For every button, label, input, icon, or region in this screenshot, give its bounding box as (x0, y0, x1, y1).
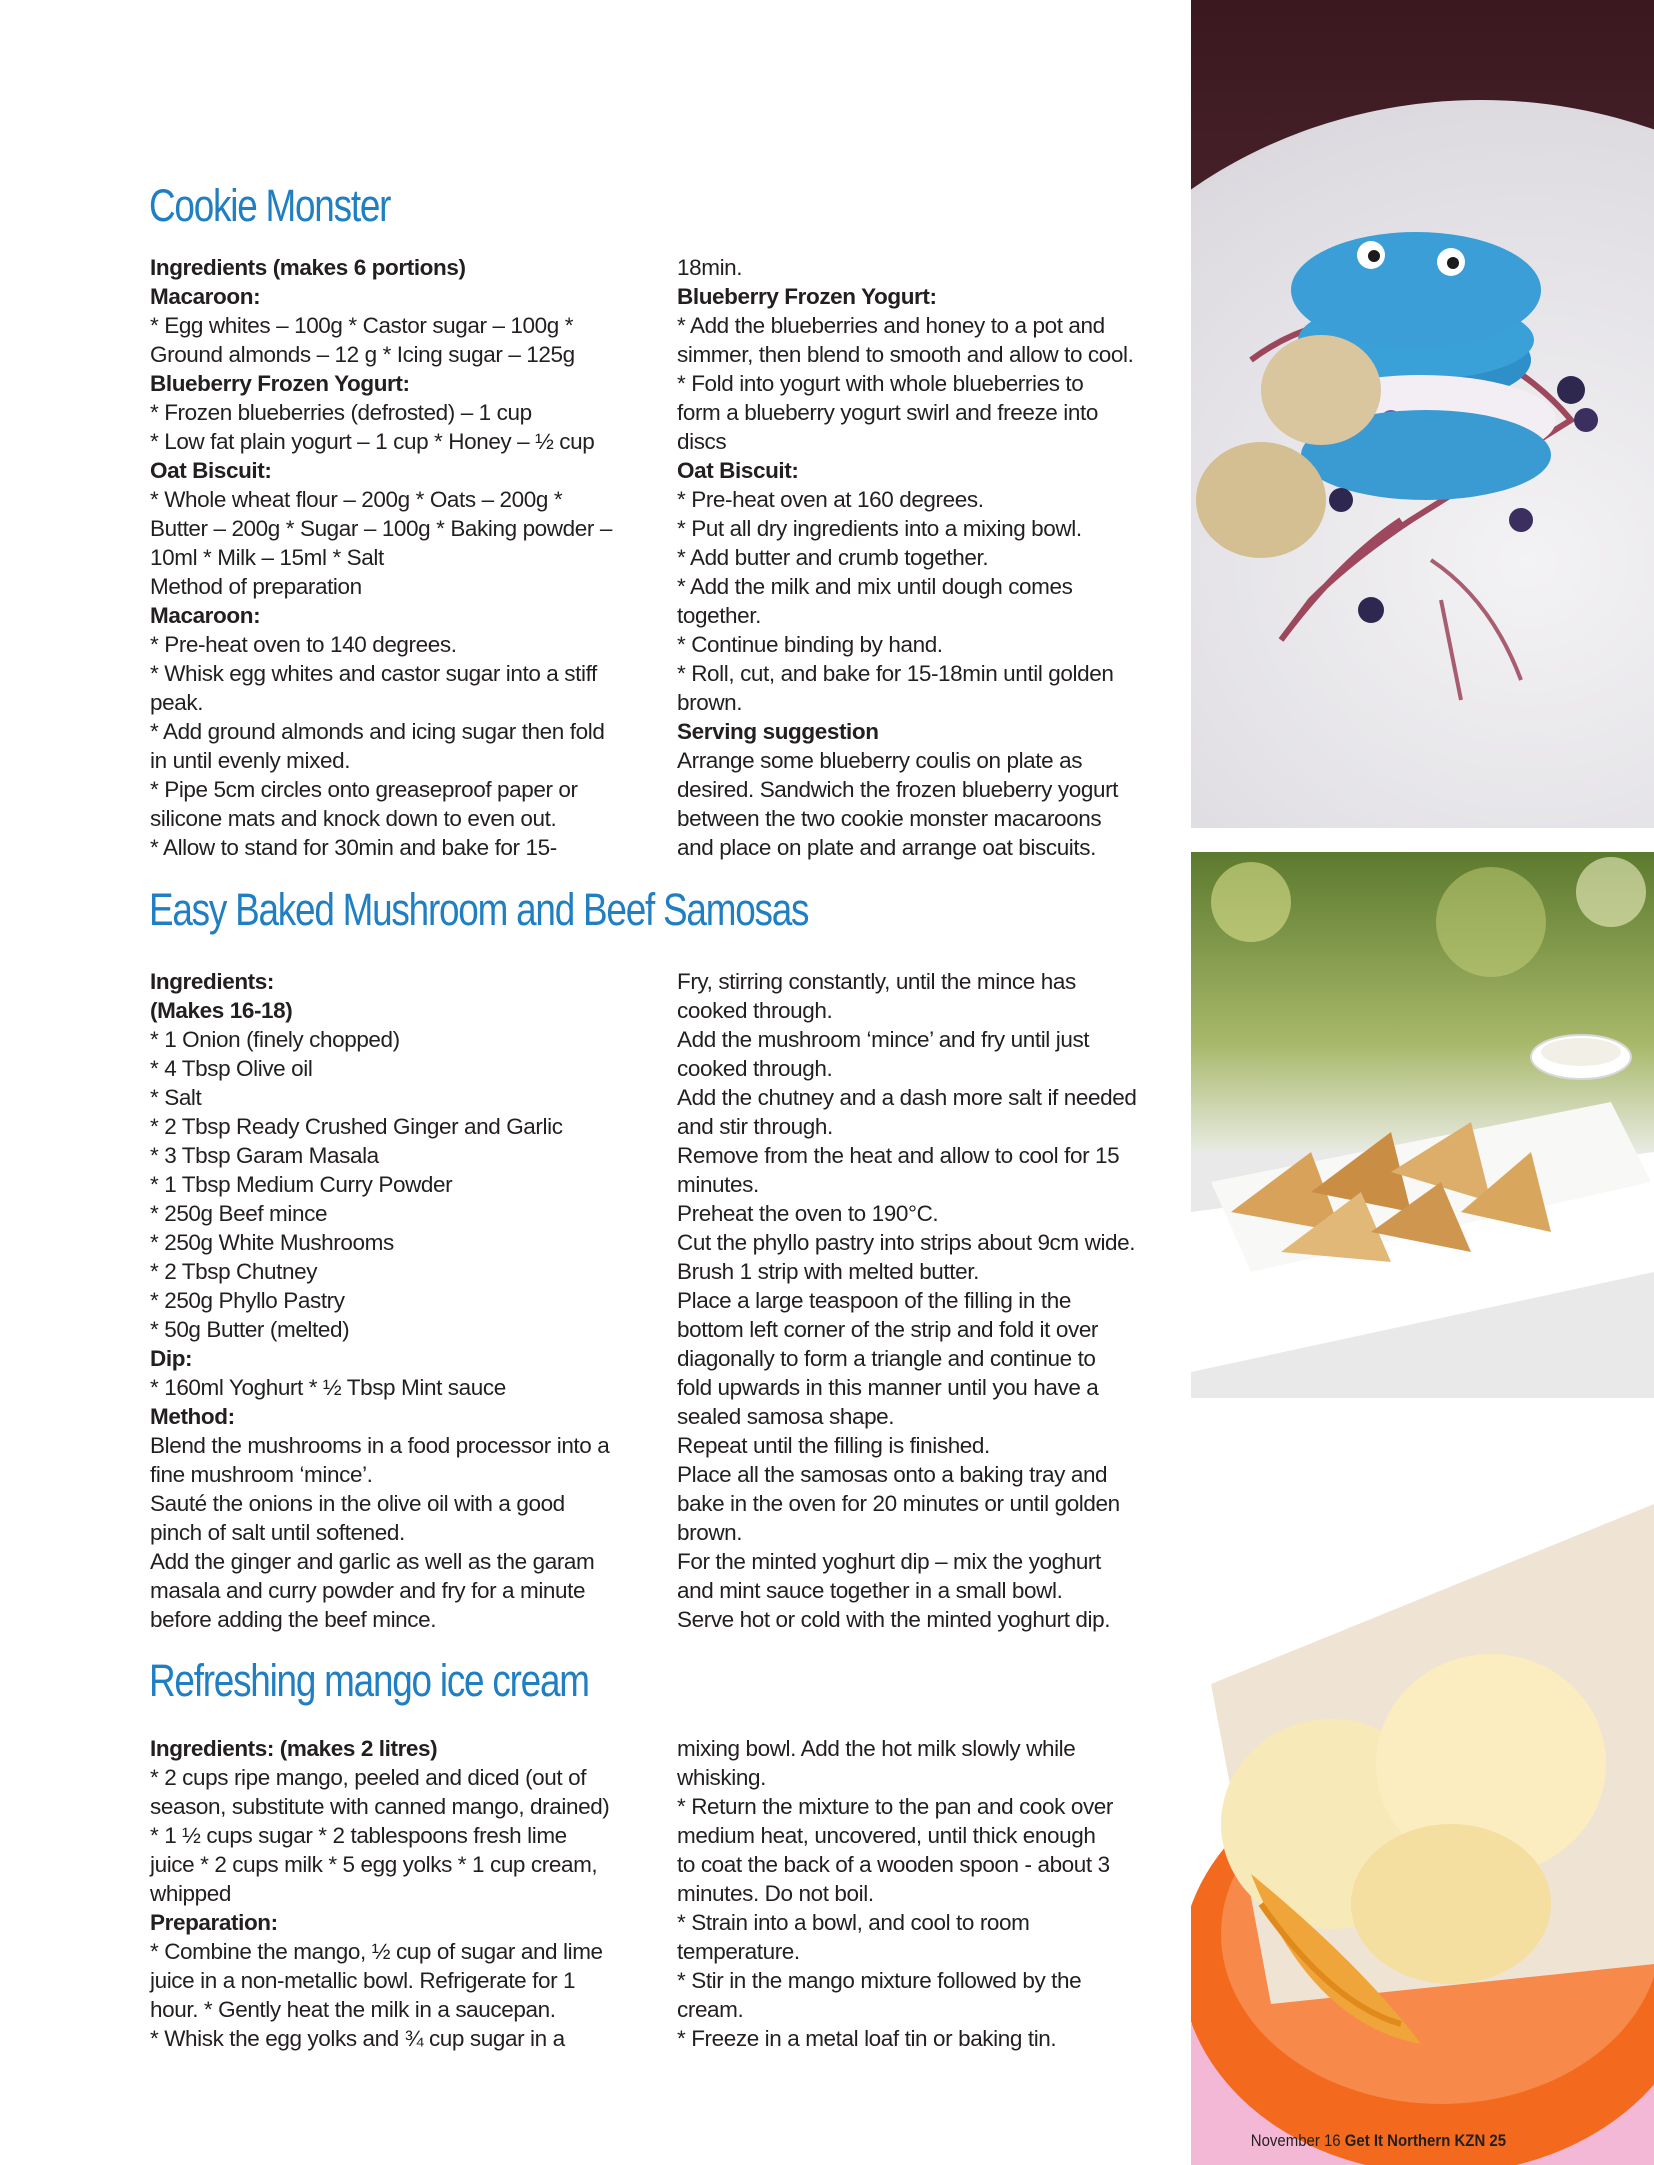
recipe-line: * Allow to stand for 30min and bake for 15- (150, 835, 557, 860)
recipe-line: Place a large teaspoon of the filling in the (677, 1288, 1071, 1313)
recipe-line: * Add butter and crumb together. (677, 545, 989, 570)
recipe-subheading: Macaroon: (150, 284, 261, 309)
recipe-subheading: Blueberry Frozen Yogurt: (677, 284, 937, 309)
mango-right-column (677, 1734, 1187, 2053)
recipe-line: * Egg whites – 100g * Castor sugar – 100g * (150, 313, 574, 338)
recipe-line: * Freeze in a metal loaf tin or baking tin. (677, 2026, 1057, 2051)
recipe-line: pinch of salt until softened. (150, 1520, 405, 1545)
recipe-line: * Salt (150, 1085, 202, 1110)
footer-publication: Get It Northern KZN (1344, 2131, 1486, 2150)
recipe-line: * Whole wheat flour – 200g * Oats – 200g * (150, 487, 563, 512)
recipe-title-cookie-monster: Cookie Monster (149, 180, 391, 231)
recipe-line: Preheat the oven to 190°C. (677, 1201, 939, 1226)
recipe-line: sealed samosa shape. (677, 1404, 895, 1429)
recipe-line: * 2 Tbsp Chutney (150, 1259, 318, 1284)
recipe-subheading: Oat Biscuit: (677, 458, 799, 483)
recipe-line: Remove from the heat and allow to cool for 15 (677, 1143, 1120, 1168)
recipe-line: juice * 2 cups milk * 5 egg yolks * 1 cup cream, (150, 1852, 598, 1877)
recipe-line: * Combine the mango, ½ cup of sugar and lime (150, 1939, 603, 1964)
recipe-line: 18min. (677, 255, 743, 280)
recipe-line: and place on plate and arrange oat biscuits. (677, 835, 1096, 860)
recipe-line: * 3 Tbsp Garam Masala (150, 1143, 379, 1168)
recipe-line: * Frozen blueberries (defrosted) – 1 cup (150, 400, 532, 425)
recipe-line: * Fold into yogurt with whole blueberries to (677, 371, 1084, 396)
recipe-line: * Continue binding by hand. (677, 632, 943, 657)
recipe-line: and stir through. (677, 1114, 833, 1139)
recipe-line: Place all the samosas onto a baking tray and (677, 1462, 1108, 1487)
recipe-line: silicone mats and knock down to even out. (150, 806, 557, 831)
recipe-subheading: Preparation: (150, 1910, 278, 1935)
recipe-line: Add the mushroom ‘mince’ and fry until just (677, 1027, 1090, 1052)
recipe-line: * 1 Onion (finely chopped) (150, 1027, 400, 1052)
recipe-line: hour. * Gently heat the milk in a saucepan. (150, 1997, 556, 2022)
recipe-line: form a blueberry yogurt swirl and freeze into (677, 400, 1098, 425)
recipe-line: Fry, stirring constantly, until the mince has (677, 969, 1076, 994)
recipe-line: before adding the beef mince. (150, 1607, 437, 1632)
recipe-line: mixing bowl. Add the hot milk slowly while (677, 1736, 1076, 1761)
recipe-line: bottom left corner of the strip and fold it over (677, 1317, 1099, 1342)
recipe-subheading: Macaroon: (150, 603, 261, 628)
mango-ice-cream-photo (1191, 1404, 1654, 2165)
recipe-subheading: Ingredients: (makes 2 litres) (150, 1736, 438, 1761)
recipe-line: * 250g White Mushrooms (150, 1230, 394, 1255)
recipe-line: * Roll, cut, and bake for 15-18min until golden (677, 661, 1114, 686)
recipe-line: minutes. Do not boil. (677, 1881, 874, 1906)
recipe-subheading: Method: (150, 1404, 235, 1429)
recipe-line: in until evenly mixed. (150, 748, 351, 773)
recipe-subheading: (Makes 16-18) (150, 998, 293, 1023)
recipe-title-mango-ice-cream: Refreshing mango ice cream (149, 1655, 589, 1706)
cookie-monster-left-column (150, 253, 660, 862)
recipe-line: * 250g Beef mince (150, 1201, 328, 1226)
recipe-line: between the two cookie monster macaroons (677, 806, 1102, 831)
recipe-line: Ground almonds – 12 g * Icing sugar – 125g (150, 342, 575, 367)
recipe-line: * Whisk egg whites and castor sugar into a stiff (150, 661, 597, 686)
recipe-line: peak. (150, 690, 204, 715)
recipe-line: For the minted yoghurt dip – mix the yoghurt (677, 1549, 1101, 1574)
recipe-line: Cut the phyllo pastry into strips about 9cm wide. (677, 1230, 1136, 1255)
recipe-line: Blend the mushrooms in a food processor into a (150, 1433, 610, 1458)
recipe-line: fold upwards in this manner until you have a (677, 1375, 1099, 1400)
recipe-line: fine mushroom ‘mince’. (150, 1462, 373, 1487)
recipe-line: together. (677, 603, 761, 628)
samosas-photo (1191, 852, 1654, 1398)
samosas-left-column (150, 967, 660, 1634)
recipe-line: cooked through. (677, 998, 833, 1023)
mango-left-column (150, 1734, 660, 2053)
recipe-subheading: Blueberry Frozen Yogurt: (150, 371, 410, 396)
recipe-line: Method of preparation (150, 574, 362, 599)
recipe-line: * 4 Tbsp Olive oil (150, 1056, 313, 1081)
recipe-line: Sauté the onions in the olive oil with a good (150, 1491, 565, 1516)
recipe-line: 10ml * Milk – 15ml * Salt (150, 545, 384, 570)
recipe-line: * Add the blueberries and honey to a pot and (677, 313, 1105, 338)
recipe-line: Add the ginger and garlic as well as the garam (150, 1549, 595, 1574)
recipe-line: cream. (677, 1997, 744, 2022)
recipe-line: simmer, then blend to smooth and allow to cool. (677, 342, 1134, 367)
recipe-line: Repeat until the filling is finished. (677, 1433, 990, 1458)
footer-date: November 16 (1250, 2131, 1341, 2150)
recipe-line: Add the chutney and a dash more salt if needed (677, 1085, 1137, 1110)
recipe-line: * Add ground almonds and icing sugar then fold (150, 719, 605, 744)
recipe-line: cooked through. (677, 1056, 833, 1081)
recipe-line: * 50g Butter (melted) (150, 1317, 350, 1342)
recipe-line: * Pre-heat oven at 160 degrees. (677, 487, 984, 512)
recipe-line: * 250g Phyllo Pastry (150, 1288, 345, 1313)
recipe-title-samosas: Easy Baked Mushroom and Beef Samosas (149, 884, 809, 935)
recipe-line: bake in the oven for 20 minutes or until golden (677, 1491, 1120, 1516)
recipe-line: medium heat, uncovered, until thick enough (677, 1823, 1096, 1848)
recipe-subheading: Serving suggestion (677, 719, 879, 744)
recipe-subheading: Oat Biscuit: (150, 458, 272, 483)
recipe-line: * 160ml Yoghurt * ½ Tbsp Mint sauce (150, 1375, 506, 1400)
recipe-line: minutes. (677, 1172, 759, 1197)
recipe-subheading: Ingredients (makes 6 portions) (150, 255, 466, 280)
recipe-line: * Put all dry ingredients into a mixing bowl. (677, 516, 1082, 541)
recipe-line: whisking. (677, 1765, 766, 1790)
page-footer (1251, 2131, 1506, 2151)
recipe-line: * Low fat plain yogurt – 1 cup * Honey – ½ cup (150, 429, 595, 454)
recipe-line: Brush 1 strip with melted butter. (677, 1259, 979, 1284)
recipe-line: juice in a non-metallic bowl. Refrigerate for 1 (150, 1968, 576, 1993)
recipe-line: discs (677, 429, 727, 454)
recipe-line: * Whisk the egg yolks and ¾ cup sugar in a (150, 2026, 565, 2051)
recipe-line: temperature. (677, 1939, 800, 1964)
recipe-line: Arrange some blueberry coulis on plate as (677, 748, 1083, 773)
recipe-line: * 1 Tbsp Medium Curry Powder (150, 1172, 453, 1197)
recipe-line: * Pipe 5cm circles onto greaseproof paper or (150, 777, 578, 802)
recipe-line: * 1 ½ cups sugar * 2 tablespoons fresh lime (150, 1823, 567, 1848)
recipe-line: and mint sauce together in a small bowl. (677, 1578, 1063, 1603)
footer-page-number: 25 (1489, 2131, 1506, 2150)
recipe-subheading: Ingredients: (150, 969, 274, 994)
recipe-subheading: Dip: (150, 1346, 193, 1371)
samosas-right-column (677, 967, 1187, 1634)
recipe-line: * 2 cups ripe mango, peeled and diced (out of (150, 1765, 587, 1790)
recipe-line: * 2 Tbsp Ready Crushed Ginger and Garlic (150, 1114, 563, 1139)
recipe-line: to coat the back of a wooden spoon - about 3 (677, 1852, 1110, 1877)
cookie-monster-photo (1191, 0, 1654, 828)
recipe-line: brown. (677, 690, 743, 715)
recipe-line: * Strain into a bowl, and cool to room (677, 1910, 1030, 1935)
recipe-line: desired. Sandwich the frozen blueberry yogurt (677, 777, 1119, 802)
recipe-line: * Return the mixture to the pan and cook over (677, 1794, 1114, 1819)
recipe-line: * Add the milk and mix until dough comes (677, 574, 1073, 599)
recipe-line: diagonally to form a triangle and continue to (677, 1346, 1096, 1371)
cookie-monster-right-column (677, 253, 1187, 862)
recipe-line: * Stir in the mango mixture followed by the (677, 1968, 1082, 1993)
recipe-line: season, substitute with canned mango, drained) (150, 1794, 610, 1819)
recipe-line: Butter – 200g * Sugar – 100g * Baking powder – (150, 516, 612, 541)
recipe-line: brown. (677, 1520, 743, 1545)
recipe-line: Serve hot or cold with the minted yoghurt dip. (677, 1607, 1111, 1632)
recipe-line: whipped (150, 1881, 232, 1906)
recipe-line: * Pre-heat oven to 140 degrees. (150, 632, 457, 657)
recipe-line: masala and curry powder and fry for a minute (150, 1578, 586, 1603)
